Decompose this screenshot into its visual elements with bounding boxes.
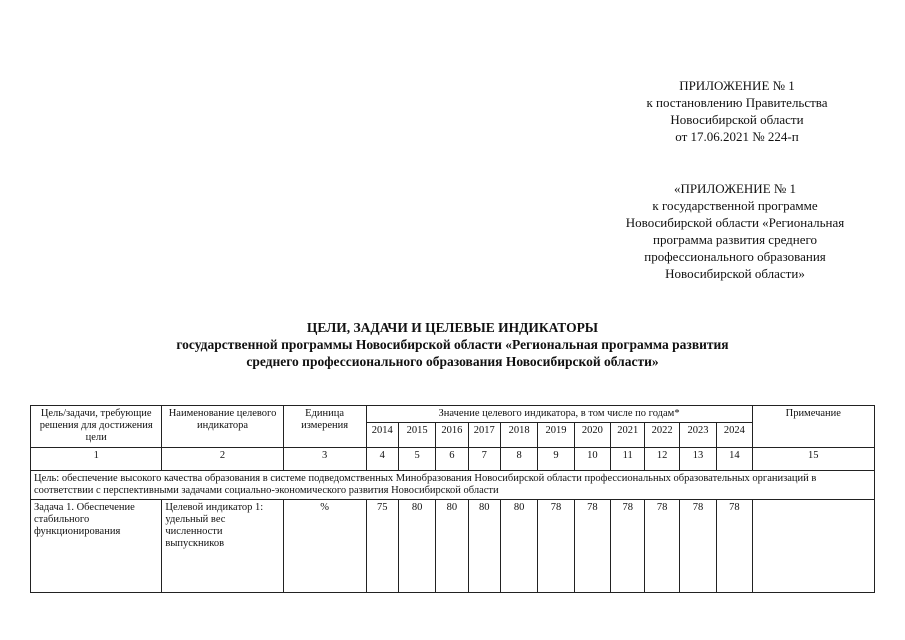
year-cell: 2016: [436, 423, 468, 448]
column-number: 10: [574, 448, 610, 471]
goal-text: Цель: обеспечение высокого качества образования в системе подведомственных Минобразования Новосибирской области профессиональных образовательных организаций в соответствии с перспективными задачами социально-экономического развития Новосибирской области: [31, 471, 875, 500]
header-unit: Единица измерения: [283, 406, 366, 448]
title-main: ЦЕЛИ, ЗАДАЧИ И ЦЕЛЕВЫЕ ИНДИКАТОРЫ: [306, 320, 599, 335]
column-number: 13: [679, 448, 716, 471]
header-note: Примечание: [752, 406, 874, 448]
program-appendix-block: [600, 180, 870, 282]
program-appendix-line: Новосибирской области «Региональная: [625, 215, 845, 230]
value-cell: 80: [398, 500, 435, 593]
table-column-numbers-row: [31, 448, 875, 471]
appendix-number: ПРИЛОЖЕНИЕ № 1: [679, 78, 795, 93]
year-cell: 2015: [398, 423, 435, 448]
column-number: 9: [538, 448, 574, 471]
year-cell: 2024: [717, 423, 752, 448]
program-appendix-line: программа развития среднего: [652, 232, 818, 247]
value-cell: 80: [500, 500, 537, 593]
program-appendix-line: Новосибирской области»: [665, 266, 805, 281]
indicator-cell: Целевой индикатор 1: удельный вес численности выпускников: [162, 500, 283, 593]
year-cell: 2019: [538, 423, 574, 448]
column-number: 6: [436, 448, 468, 471]
task-cell: Задача 1. Обеспечение стабильного функционирования: [31, 500, 162, 593]
indicators-table: [30, 405, 875, 593]
column-number: 3: [283, 448, 366, 471]
header-values: Значение целевого индикатора, в том числе по годам*: [366, 406, 752, 423]
unit-cell: %: [283, 500, 366, 593]
appendix-ref-line: Новосибирской области: [670, 112, 804, 127]
column-number: 4: [366, 448, 398, 471]
column-number: 14: [717, 448, 752, 471]
program-appendix-line: к государственной программе: [652, 198, 818, 213]
value-cell: 80: [468, 500, 500, 593]
value-cell: 78: [717, 500, 752, 593]
appendix-ref-line: к постановлению Правительства: [646, 95, 828, 110]
note-cell: [752, 500, 874, 593]
value-cell: 78: [611, 500, 645, 593]
value-cell: 78: [679, 500, 716, 593]
year-cell: 2022: [645, 423, 679, 448]
column-number: 5: [398, 448, 435, 471]
year-cell: 2023: [679, 423, 716, 448]
year-cell: 2018: [500, 423, 537, 448]
resolution-appendix-block: [597, 77, 877, 145]
value-cell: 75: [366, 500, 398, 593]
column-number: 7: [468, 448, 500, 471]
header-goal: Цель/задачи, требующие решения для достижения цели: [31, 406, 162, 448]
column-number: 1: [31, 448, 162, 471]
column-number: 12: [645, 448, 679, 471]
program-appendix-line: профессионального образования: [644, 249, 826, 264]
column-number: 15: [752, 448, 874, 471]
title-subline: государственной программы Новосибирской области «Региональная программа развития: [176, 337, 729, 352]
value-cell: 78: [538, 500, 574, 593]
year-cell: 2021: [611, 423, 645, 448]
table-row: [31, 500, 875, 593]
year-cell: 2020: [574, 423, 610, 448]
column-number: 11: [611, 448, 645, 471]
appendix-date-number: от 17.06.2021 № 224-п: [675, 129, 799, 144]
value-cell: 78: [645, 500, 679, 593]
value-cell: 78: [574, 500, 610, 593]
table-header-row: [31, 406, 875, 423]
goal-row: [31, 471, 875, 500]
header-indicator: Наименование целевого индикатора: [162, 406, 283, 448]
program-appendix-number: «ПРИЛОЖЕНИЕ № 1: [673, 181, 797, 196]
title-subline: среднего профессионального образования Новосибирской области»: [246, 354, 659, 369]
column-number: 2: [162, 448, 283, 471]
year-cell: 2017: [468, 423, 500, 448]
column-number: 8: [500, 448, 537, 471]
document-title: [0, 319, 905, 370]
value-cell: 80: [436, 500, 468, 593]
year-cell: 2014: [366, 423, 398, 448]
